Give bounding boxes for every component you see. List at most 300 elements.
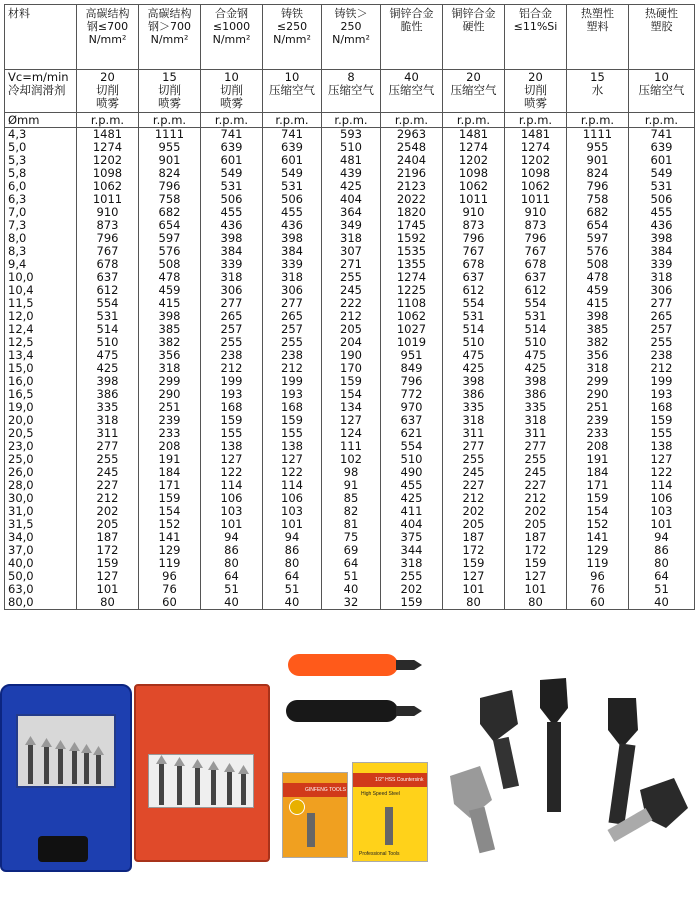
rpm-cell: 459 bbox=[567, 284, 629, 297]
diameter-cell: 80,0 bbox=[5, 596, 77, 610]
rpm-cell: 138 bbox=[629, 440, 695, 453]
rpm-cell: 255 bbox=[505, 453, 567, 466]
table-cell bbox=[263, 84, 322, 113]
rpm-cell: 601 bbox=[263, 154, 322, 167]
rpm-cell: 344 bbox=[381, 544, 443, 557]
rpm-cell: 277 bbox=[443, 440, 505, 453]
header-line: 铝合金 bbox=[519, 7, 552, 20]
rpm-cell: 190 bbox=[322, 349, 381, 362]
case-insert bbox=[16, 714, 116, 788]
rpm-cell: 1098 bbox=[505, 167, 567, 180]
rpm-cell: 80 bbox=[629, 557, 695, 570]
vc-row bbox=[5, 70, 695, 85]
rpm-cell: 398 bbox=[629, 232, 695, 245]
rpm-cell: 306 bbox=[629, 284, 695, 297]
diameter-cell: 11,5 bbox=[5, 297, 77, 310]
rpm-cell: 2123 bbox=[381, 180, 443, 193]
diameter-row bbox=[5, 113, 695, 128]
rpm-cell: 299 bbox=[139, 375, 201, 388]
rpm-cell: 245 bbox=[505, 466, 567, 479]
header-line: 铜锌合金 bbox=[389, 7, 434, 20]
rpm-cell: 141 bbox=[567, 531, 629, 544]
rpm-cell: 796 bbox=[443, 232, 505, 245]
rpm-cell: 98 bbox=[322, 466, 381, 479]
rpm-cell: 1225 bbox=[381, 284, 443, 297]
rpm-cell: 910 bbox=[77, 206, 139, 219]
diameter-cell: 5,0 bbox=[5, 141, 77, 154]
header-row bbox=[5, 5, 695, 70]
table-cell: 20 bbox=[77, 70, 139, 85]
rpm-cell: 678 bbox=[443, 258, 505, 271]
rpm-cell: 80 bbox=[263, 557, 322, 570]
rpm-cell: 459 bbox=[139, 284, 201, 297]
header-line: 合金钢 bbox=[215, 7, 248, 20]
rpm-cell: 601 bbox=[629, 154, 695, 167]
rpm-cell: 436 bbox=[201, 219, 263, 232]
rpm-cell: 478 bbox=[139, 271, 201, 284]
rpm-cell: 1274 bbox=[381, 271, 443, 284]
countersink-bit-4 bbox=[608, 698, 638, 825]
rpm-cell: 127 bbox=[201, 453, 263, 466]
coolant-line: 喷雾 bbox=[220, 96, 243, 110]
rpm-cell: 339 bbox=[263, 258, 322, 271]
header-line: 铜锌合金 bbox=[451, 7, 496, 20]
diameter-cell: 5,3 bbox=[5, 154, 77, 167]
diameter-cell: 15,0 bbox=[5, 362, 77, 375]
rpm-cell: 227 bbox=[505, 479, 567, 492]
rpm-cell: 425 bbox=[505, 362, 567, 375]
diameter-cell: 34,0 bbox=[5, 531, 77, 544]
diameter-cell: 12,4 bbox=[5, 323, 77, 336]
rpm-cell: 255 bbox=[322, 271, 381, 284]
rpm-cell: 490 bbox=[381, 466, 443, 479]
rpm-cell: 122 bbox=[263, 466, 322, 479]
rpm-cell: 481 bbox=[322, 154, 381, 167]
rpm-cell: 531 bbox=[201, 180, 263, 193]
rpm-cell: 127 bbox=[505, 570, 567, 583]
rpm-cell: 767 bbox=[77, 245, 139, 258]
rpm-cell: 172 bbox=[77, 544, 139, 557]
rpm-cell: 255 bbox=[201, 336, 263, 349]
rpm-cell: 101 bbox=[505, 583, 567, 596]
table-row bbox=[5, 596, 695, 610]
rpm-cell: 75 bbox=[322, 531, 381, 544]
rpm-cell: 212 bbox=[505, 492, 567, 505]
rpm-cell: 475 bbox=[77, 349, 139, 362]
rpm-cell: 245 bbox=[77, 466, 139, 479]
rpm-cell: 208 bbox=[567, 440, 629, 453]
rpm-cell: 159 bbox=[77, 557, 139, 570]
header-material-col bbox=[139, 5, 201, 70]
rpm-cell: 597 bbox=[567, 232, 629, 245]
rpm-cell: 257 bbox=[263, 323, 322, 336]
rpm-cell: 910 bbox=[443, 206, 505, 219]
rpm-cell: 637 bbox=[505, 271, 567, 284]
rpm-cell: 238 bbox=[629, 349, 695, 362]
rpm-cell: 103 bbox=[263, 505, 322, 518]
rpm-cell: 212 bbox=[629, 362, 695, 375]
coolant-line: 切削 bbox=[524, 83, 547, 97]
header-line: 钢≤700 bbox=[86, 20, 129, 33]
table-cell: r.p.m. bbox=[77, 113, 139, 128]
rpm-cell: 2196 bbox=[381, 167, 443, 180]
rpm-cell: 404 bbox=[381, 518, 443, 531]
rpm-cell: 172 bbox=[505, 544, 567, 557]
rpm-cell: 255 bbox=[77, 453, 139, 466]
rpm-cell: 796 bbox=[567, 180, 629, 193]
rpm-cell: 682 bbox=[567, 206, 629, 219]
countersink-tip bbox=[396, 706, 422, 716]
rpm-cell: 796 bbox=[381, 375, 443, 388]
header-line: 塑料 bbox=[586, 20, 609, 33]
header-material-col bbox=[263, 5, 322, 70]
rpm-cell: 193 bbox=[629, 388, 695, 401]
rpm-cell: 32 bbox=[322, 596, 381, 610]
rpm-cell: 955 bbox=[567, 141, 629, 154]
table-cell: 15 bbox=[567, 70, 629, 85]
rpm-cell: 106 bbox=[263, 492, 322, 505]
rpm-cell: 2963 bbox=[381, 128, 443, 142]
rpm-cell: 318 bbox=[505, 414, 567, 427]
rpm-cell: 129 bbox=[139, 544, 201, 557]
rpm-cell: 510 bbox=[443, 336, 505, 349]
rpm-cell: 114 bbox=[201, 479, 263, 492]
rpm-cell: 60 bbox=[139, 596, 201, 610]
countersink-bit bbox=[84, 752, 89, 784]
diameter-cell: 28,0 bbox=[5, 479, 77, 492]
rpm-cell: 356 bbox=[567, 349, 629, 362]
rpm-cell: 101 bbox=[201, 518, 263, 531]
countersink-tip bbox=[396, 660, 422, 670]
rpm-cell: 654 bbox=[139, 219, 201, 232]
rpm-cell: 290 bbox=[139, 388, 201, 401]
rpm-cell: 385 bbox=[139, 323, 201, 336]
rpm-cell: 601 bbox=[201, 154, 263, 167]
diameter-cell: 31,5 bbox=[5, 518, 77, 531]
rpm-cell: 251 bbox=[139, 401, 201, 414]
rpm-cell: 80 bbox=[77, 596, 139, 610]
case-latch bbox=[38, 836, 88, 862]
rpm-cell: 205 bbox=[77, 518, 139, 531]
diameter-cell: 30,0 bbox=[5, 492, 77, 505]
rpm-cell: 1745 bbox=[381, 219, 443, 232]
header-line: 热硬性 bbox=[645, 7, 678, 20]
diameter-cell: 10,0 bbox=[5, 271, 77, 284]
rpm-cell: 245 bbox=[443, 466, 505, 479]
rpm-cell: 127 bbox=[263, 453, 322, 466]
rpm-cell: 318 bbox=[77, 414, 139, 427]
rpm-cell: 554 bbox=[505, 297, 567, 310]
header-line: 铸铁≤250 bbox=[276, 7, 308, 33]
rpm-cell: 202 bbox=[505, 505, 567, 518]
rpm-cell: 531 bbox=[263, 180, 322, 193]
table-cell bbox=[139, 84, 201, 113]
rpm-cell: 227 bbox=[443, 479, 505, 492]
header-material bbox=[5, 5, 77, 70]
rpm-cell: 335 bbox=[505, 401, 567, 414]
countersink-bit bbox=[385, 807, 393, 845]
rpm-cell: 510 bbox=[505, 336, 567, 349]
rpm-cell: 554 bbox=[77, 297, 139, 310]
rpm-cell: 1481 bbox=[505, 128, 567, 142]
diameter-cell: 26,0 bbox=[5, 466, 77, 479]
rpm-cell: 514 bbox=[443, 323, 505, 336]
countersink-bit bbox=[159, 763, 164, 805]
rpm-cell: 475 bbox=[443, 349, 505, 362]
diameter-cell: 25,0 bbox=[5, 453, 77, 466]
rpm-cell: 549 bbox=[263, 167, 322, 180]
diameter-cell: 8,3 bbox=[5, 245, 77, 258]
rpm-cell: 265 bbox=[629, 310, 695, 323]
rpm-cell: 172 bbox=[443, 544, 505, 557]
rpm-cell: 64 bbox=[322, 557, 381, 570]
rpm-cell: 76 bbox=[567, 583, 629, 596]
countersink-bit-1 bbox=[480, 690, 519, 789]
countersink-bit bbox=[96, 754, 101, 784]
rpm-cell: 318 bbox=[567, 362, 629, 375]
rpm-cell: 475 bbox=[505, 349, 567, 362]
rpm-cell: 277 bbox=[201, 297, 263, 310]
table-cell: r.p.m. bbox=[443, 113, 505, 128]
rpm-cell: 155 bbox=[201, 427, 263, 440]
rpm-cell: 199 bbox=[263, 375, 322, 388]
rpm-cell: 257 bbox=[629, 323, 695, 336]
table-cell bbox=[443, 84, 505, 113]
rpm-cell: 425 bbox=[322, 180, 381, 193]
rpm-cell: 159 bbox=[443, 557, 505, 570]
rpm-cell: 94 bbox=[201, 531, 263, 544]
rpm-cell: 212 bbox=[322, 310, 381, 323]
speed-table bbox=[4, 4, 695, 610]
rpm-cell: 639 bbox=[201, 141, 263, 154]
table-cell bbox=[77, 84, 139, 113]
rpm-cell: 1481 bbox=[77, 128, 139, 142]
rpm-cell: 114 bbox=[263, 479, 322, 492]
rpm-cell: 155 bbox=[629, 427, 695, 440]
rpm-cell: 114 bbox=[629, 479, 695, 492]
rpm-cell: 191 bbox=[139, 453, 201, 466]
rpm-cell: 385 bbox=[567, 323, 629, 336]
rpm-cell: 1592 bbox=[381, 232, 443, 245]
rpm-cell: 455 bbox=[629, 206, 695, 219]
rpm-cell: 141 bbox=[139, 531, 201, 544]
rpm-cell: 277 bbox=[77, 440, 139, 453]
rpm-cell: 1062 bbox=[505, 180, 567, 193]
table-cell bbox=[629, 84, 695, 113]
rpm-cell: 386 bbox=[77, 388, 139, 401]
rpm-cell: 1098 bbox=[77, 167, 139, 180]
diameter-cell: 8,0 bbox=[5, 232, 77, 245]
rpm-cell: 455 bbox=[381, 479, 443, 492]
header-line: ≤1000 bbox=[212, 20, 251, 33]
pack-subtitle: High Speed Steel bbox=[361, 791, 400, 797]
table-cell: r.p.m. bbox=[567, 113, 629, 128]
rpm-cell: 415 bbox=[139, 297, 201, 310]
rpm-cell: 873 bbox=[443, 219, 505, 232]
header-line: 铸铁＞250 bbox=[334, 7, 368, 33]
rpm-cell: 901 bbox=[139, 154, 201, 167]
rpm-cell: 311 bbox=[505, 427, 567, 440]
table-cell bbox=[201, 84, 263, 113]
rpm-cell: 76 bbox=[139, 583, 201, 596]
diameter-cell: 23,0 bbox=[5, 440, 77, 453]
countersink-bit bbox=[227, 771, 232, 805]
rpm-cell: 111 bbox=[322, 440, 381, 453]
rpm-cell: 901 bbox=[567, 154, 629, 167]
rpm-cell: 227 bbox=[77, 479, 139, 492]
rpm-cell: 127 bbox=[322, 414, 381, 427]
header-line: 钢＞700 bbox=[148, 20, 191, 33]
rpm-cell: 796 bbox=[139, 180, 201, 193]
rpm-cell: 741 bbox=[201, 128, 263, 142]
rpm-cell: 597 bbox=[139, 232, 201, 245]
rpm-cell: 386 bbox=[443, 388, 505, 401]
header-line: N/mm² bbox=[273, 33, 311, 46]
diameter-cell: 12,5 bbox=[5, 336, 77, 349]
table-cell: 20 bbox=[443, 70, 505, 85]
rpm-cell: 398 bbox=[505, 375, 567, 388]
header-line: 高碳结构 bbox=[147, 7, 192, 20]
rpm-cell: 873 bbox=[77, 219, 139, 232]
rpm-cell: 612 bbox=[443, 284, 505, 297]
header-line: N/mm² bbox=[150, 33, 189, 46]
table-cell bbox=[505, 84, 567, 113]
rpm-cell: 193 bbox=[201, 388, 263, 401]
coolant-line: 压缩空气 bbox=[269, 83, 315, 97]
countersink-bit bbox=[72, 750, 77, 784]
rpm-cell: 271 bbox=[322, 258, 381, 271]
rpm-cell: 1062 bbox=[77, 180, 139, 193]
rpm-cell: 593 bbox=[322, 128, 381, 142]
rpm-cell: 238 bbox=[201, 349, 263, 362]
header-material-col bbox=[201, 5, 263, 70]
rpm-cell: 85 bbox=[322, 492, 381, 505]
header-material-col bbox=[322, 5, 381, 70]
rpm-cell: 767 bbox=[505, 245, 567, 258]
rpm-cell: 510 bbox=[381, 453, 443, 466]
rpm-cell: 152 bbox=[139, 518, 201, 531]
rpm-cell: 159 bbox=[201, 414, 263, 427]
rpm-cell: 208 bbox=[139, 440, 201, 453]
rpm-cell: 86 bbox=[263, 544, 322, 557]
rpm-cell: 1108 bbox=[381, 297, 443, 310]
rpm-cell: 199 bbox=[629, 375, 695, 388]
rpm-cell: 612 bbox=[77, 284, 139, 297]
rpm-cell: 506 bbox=[263, 193, 322, 206]
table-cell: r.p.m. bbox=[381, 113, 443, 128]
rpm-cell: 1027 bbox=[381, 323, 443, 336]
rpm-cell: 251 bbox=[567, 401, 629, 414]
rpm-cell: 170 bbox=[322, 362, 381, 375]
rpm-cell: 311 bbox=[443, 427, 505, 440]
rpm-cell: 549 bbox=[629, 167, 695, 180]
rpm-cell: 514 bbox=[77, 323, 139, 336]
rpm-cell: 101 bbox=[629, 518, 695, 531]
rpm-cell: 138 bbox=[201, 440, 263, 453]
rpm-cell: 639 bbox=[629, 141, 695, 154]
rpm-cell: 531 bbox=[77, 310, 139, 323]
pack-footer: Professional Tools bbox=[359, 851, 400, 857]
rpm-cell: 40 bbox=[263, 596, 322, 610]
rpm-cell: 1019 bbox=[381, 336, 443, 349]
rpm-cell: 621 bbox=[381, 427, 443, 440]
rpm-cell: 2022 bbox=[381, 193, 443, 206]
rpm-cell: 86 bbox=[201, 544, 263, 557]
diameter-cell: 20,0 bbox=[5, 414, 77, 427]
coolant-line: 压缩空气 bbox=[450, 83, 497, 97]
diameter-cell: 19,0 bbox=[5, 401, 77, 414]
rpm-cell: 212 bbox=[263, 362, 322, 375]
countersink-bits-photo bbox=[440, 668, 696, 864]
table-cell: 10 bbox=[201, 70, 263, 85]
rpm-cell: 873 bbox=[505, 219, 567, 232]
rpm-cell: 531 bbox=[443, 310, 505, 323]
case-insert bbox=[148, 754, 254, 808]
rpm-cell: 159 bbox=[381, 596, 443, 610]
rpm-cell: 758 bbox=[139, 193, 201, 206]
rpm-cell: 159 bbox=[505, 557, 567, 570]
header-line: 塑胶 bbox=[650, 20, 673, 33]
rpm-cell: 306 bbox=[263, 284, 322, 297]
rpm-cell: 425 bbox=[443, 362, 505, 375]
black-handle-tool-photo bbox=[286, 700, 398, 722]
rpm-cell: 212 bbox=[77, 492, 139, 505]
rpm-cell: 138 bbox=[263, 440, 322, 453]
rpm-cell: 134 bbox=[322, 401, 381, 414]
rpm-cell: 849 bbox=[381, 362, 443, 375]
diameter-cell: 7,0 bbox=[5, 206, 77, 219]
rpm-cell: 119 bbox=[139, 557, 201, 570]
rpm-cell: 455 bbox=[263, 206, 322, 219]
countersink-bit bbox=[58, 748, 63, 784]
rpm-cell: 741 bbox=[629, 128, 695, 142]
rpm-cell: 364 bbox=[322, 206, 381, 219]
rpm-cell: 455 bbox=[201, 206, 263, 219]
pack-title: 1/2" HSS Countersink bbox=[375, 777, 424, 783]
table-cell bbox=[322, 84, 381, 113]
rpm-cell: 124 bbox=[322, 427, 381, 440]
table-cell bbox=[381, 84, 443, 113]
rpm-cell: 255 bbox=[443, 453, 505, 466]
rpm-cell: 741 bbox=[263, 128, 322, 142]
diameter-cell: 63,0 bbox=[5, 583, 77, 596]
diameter-cell: 13,4 bbox=[5, 349, 77, 362]
table-cell: 8 bbox=[322, 70, 381, 85]
rpm-cell: 398 bbox=[139, 310, 201, 323]
rpm-cell: 506 bbox=[201, 193, 263, 206]
red-case-photo bbox=[134, 684, 270, 862]
rpm-cell: 398 bbox=[201, 232, 263, 245]
rpm-cell: 612 bbox=[505, 284, 567, 297]
rpm-cell: 51 bbox=[263, 583, 322, 596]
rpm-cell: 1062 bbox=[381, 310, 443, 323]
rpm-cell: 1011 bbox=[77, 193, 139, 206]
rpm-cell: 318 bbox=[201, 271, 263, 284]
rpm-cell: 436 bbox=[263, 219, 322, 232]
rpm-cell: 122 bbox=[201, 466, 263, 479]
orange-handle-tool-photo bbox=[288, 654, 398, 676]
rpm-cell: 758 bbox=[567, 193, 629, 206]
rpm-cell: 970 bbox=[381, 401, 443, 414]
row-label: Ømm bbox=[5, 113, 77, 128]
rpm-cell: 159 bbox=[263, 414, 322, 427]
header-line: ≤11%Si bbox=[513, 20, 558, 33]
rpm-cell: 318 bbox=[322, 232, 381, 245]
coolant-line: 压缩空气 bbox=[328, 83, 374, 97]
table-cell: 10 bbox=[263, 70, 322, 85]
rpm-cell: 106 bbox=[201, 492, 263, 505]
rpm-cell: 375 bbox=[381, 531, 443, 544]
